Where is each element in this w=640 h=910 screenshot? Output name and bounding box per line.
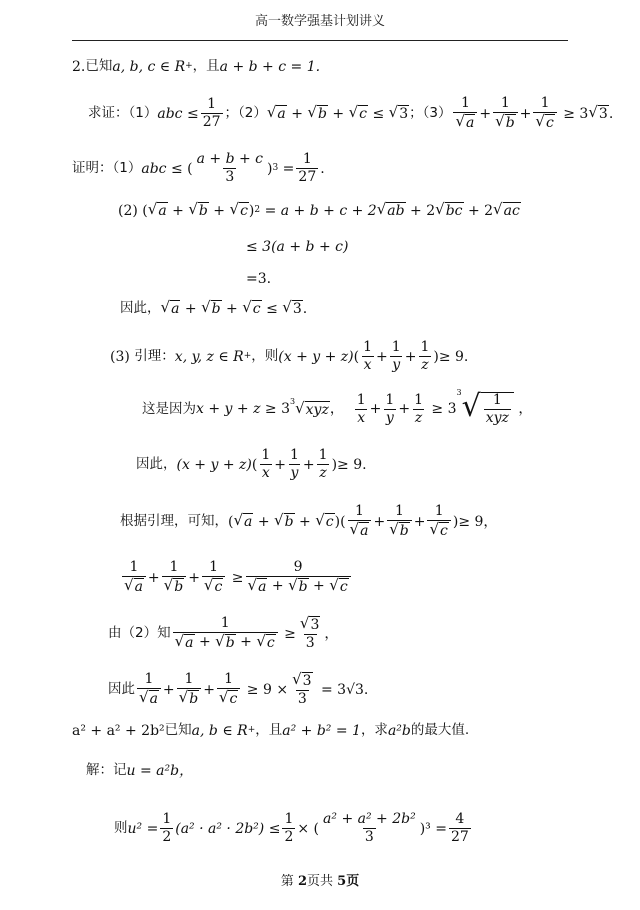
proof-part-2-line-2 <box>246 240 348 254</box>
text: 因此， <box>136 456 177 473</box>
page-footer <box>0 870 640 889</box>
num: 1 <box>207 95 217 112</box>
op: ≤ <box>372 105 385 122</box>
math: (a² · a² · 2b²) ≤ <box>175 820 281 837</box>
problem-number: a² + a² + 2b² <box>72 723 165 739</box>
solution-bound: 则 u² = $\frac{1}{2}$ (a² · a² · 2b²) ≤ $\frac{1}{2}$ × ( a² + a² + 2b² 3 )³ = $\frac{4}{27}$ <box>114 811 469 846</box>
radicand: xyz <box>305 401 329 418</box>
fraction: 1 √ c <box>533 96 556 131</box>
math: ≥ 9， <box>458 513 498 530</box>
math: a, b ∈ R <box>191 723 248 739</box>
proof-part-2-conclusion: 因此， √ a + √ b + √ c ≤ √ 3 . <box>120 298 308 317</box>
math: a, b, c ∈ R <box>112 59 186 75</box>
footer-text: 第 <box>280 874 294 889</box>
math: abc <box>157 105 183 122</box>
sqrt: √ b <box>307 103 327 123</box>
sqrt: √ 3 <box>388 103 409 123</box>
text: 因此， <box>120 299 161 316</box>
fraction <box>195 152 265 186</box>
apply-lemma: 根据引理，可知， ( √ a + √ b + √ c )( 1 √ a + 1 √ b + 1 √ c ) ≥ 9， <box>120 503 498 540</box>
text: 这是因为 <box>142 400 196 417</box>
text: 由（2）知 <box>108 624 171 641</box>
total-pages: 5 <box>337 874 347 889</box>
den: 3 <box>225 169 235 186</box>
final-conclusion: 因此 1 √ a + 1 √ b + 1 √ c ≥ 9 × √ 3 3 = 3√3. <box>108 670 369 708</box>
text: 求证：（1） <box>88 104 158 121</box>
lemma-conclusion: 因此， (x + y + z) ( 1 x + 1 y + $\frac{1}{z}$ ) ≥ 9. <box>136 447 367 482</box>
proof-part-2-line-1: (2) ( √ a + √ b + √ c ) $^2$ = a + b + c + 2 √ ab + 2 √ bc + 2 √ ac <box>118 200 520 219</box>
header-rule <box>72 40 568 41</box>
num: 4 <box>455 811 465 827</box>
text: ，且 <box>255 722 283 739</box>
op: ≤ <box>186 105 199 122</box>
op: ≥ 9 × <box>246 681 289 698</box>
text: 解：记 <box>86 762 127 779</box>
inequality-result: 1 √ a + 1 √ b + 1 √ c ≥ 9 √ a + √ b + √ c <box>120 560 353 595</box>
text: 证明：（1） <box>72 160 142 177</box>
math: u = a²b， <box>126 763 194 779</box>
fraction: 1 27 <box>298 151 317 186</box>
math: u² = <box>127 820 159 837</box>
op: + 2 <box>467 202 494 219</box>
math: =3. <box>246 271 272 287</box>
text: ；（2） <box>224 104 267 121</box>
fraction: 1 √ a <box>453 96 477 131</box>
problem-number: 2. <box>72 59 86 75</box>
text: 引理： <box>134 348 175 365</box>
fraction <box>201 97 223 131</box>
op: + 2 <box>410 202 436 219</box>
proof-part-3-lemma: (3) 引理： x, y, z ∈ R + ，则 (x + y + z) ( 1 x + 1 y + $\frac{1}{z}$ ) ≥ 9. <box>110 339 469 374</box>
page-header: 高一数学强基计划讲义 <box>254 14 385 29</box>
math: (x + y + z) <box>278 348 354 365</box>
den: 2 <box>162 829 172 846</box>
math: ≥ 9. <box>337 456 367 473</box>
op: ≥ 3 <box>264 401 290 418</box>
math: abc <box>141 160 167 177</box>
math: ≥ 9. <box>438 348 469 365</box>
footer-text: 页共 <box>306 874 333 889</box>
num: a² + a² + 2b² <box>323 811 416 827</box>
math: (x + y + z) <box>176 456 252 473</box>
from-part-2: 由（2）知 1 √ a + √ b + √ c ≥ √ 3 3 ， <box>108 614 339 652</box>
op: × ( <box>297 820 320 837</box>
num: 9 <box>293 559 303 575</box>
problem-2-statement: 2. 已知 a, b, c ∈ R + ，且 a + b + c = 1. <box>72 58 321 75</box>
math: x, y, z ∈ R <box>174 348 244 365</box>
op: ≥ <box>563 105 575 122</box>
solution-def <box>86 764 193 778</box>
label: (2) <box>118 202 138 219</box>
math: = a + b + c + 2 <box>264 202 377 219</box>
math: a + b + c = 1. <box>219 59 321 75</box>
text: ， <box>329 401 344 418</box>
fraction: 1 √ b <box>493 96 518 131</box>
text: 已知 <box>85 58 113 75</box>
proof-part-1: 证明：（1） abc ≤ ( $\frac{a + b + c}{3}$ ) $^3$ = 1 27 . <box>72 151 325 186</box>
proof-part-2-line-3 <box>246 272 271 286</box>
text: ，且 <box>192 58 220 75</box>
math: a² + b² = 1 <box>282 723 361 739</box>
text: 的最大值. <box>410 722 470 739</box>
text: ，求 <box>360 722 388 739</box>
op: )³ = <box>419 820 447 837</box>
text: 因此 <box>108 680 135 697</box>
num: a + b + c <box>196 151 264 167</box>
text: ；（3） <box>409 104 452 121</box>
math: x + y + z <box>196 401 261 418</box>
footer-text: 页 <box>346 874 360 889</box>
sqrt: √ a <box>266 103 286 123</box>
text: 根据引理，可知， <box>120 512 228 529</box>
label: (3) <box>110 348 130 365</box>
text: 则 <box>114 820 128 837</box>
op: ≤ <box>170 160 183 177</box>
math: = 3√3. <box>321 681 369 698</box>
text: 已知 <box>164 722 192 739</box>
lemma-reason: 这是因为 x + y + z ≥ 3 $^3$√ xyz ， 1 x + 1 y + 1 z ≥ 3 $^3$√ 1 xyz ， <box>142 388 533 427</box>
den: 27 <box>202 114 221 131</box>
text: ，则 <box>251 348 279 365</box>
problem-3-statement: a² + a² + 2b² 已知 a, b ∈ R + ，且 a² + b² = 1 ，求 a²b 的最大值. <box>72 722 470 739</box>
page-number: 2 <box>297 874 307 889</box>
prove-line: 求证：（1） abc ≤ $\frac{1}{27}$ ；（2） √ a + √ b + √ c ≤ √ 3 ；（3） 1 √ a + 1 √ b + 1 √ c ≥ 3 √ 3 . <box>88 95 614 132</box>
sqrt: √ c <box>348 103 367 123</box>
math: a²b <box>387 723 411 739</box>
math: ≤ 3(a + b + c) <box>246 239 349 255</box>
